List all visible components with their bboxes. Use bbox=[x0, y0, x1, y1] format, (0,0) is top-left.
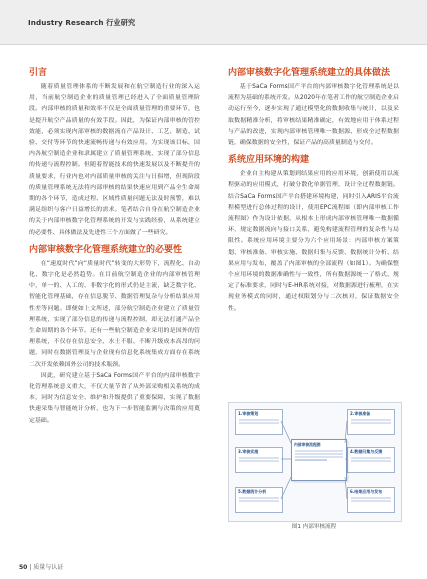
environment-heading: 系统应用环境的构建 bbox=[228, 155, 310, 166]
figure-caption: 图1 内部审核流程 bbox=[291, 524, 337, 530]
left-column bbox=[29, 68, 200, 427]
figure-node: 5.数据统计分析 bbox=[235, 487, 283, 513]
environment-paragraph: 企业自主构建从策划到结果应用的应用环境，创新使用以流程驱动的应用模式，打破分散化单据管理，设计全过程数据链。结合SaCa Forms国产平台搭建环境构建，同时引入ARIS平台流程模型进行总体过程的设计，使用EPC流程图（即内部审核工作流程图）作为设计依据，从根本上形成内部审核管理唯一数据循环，规定数据流向与接口关系，避免构建流程管理的复杂性与局限性。系统应用环境主要分为六个应用场景：内部审核方案策划、审核准备、审核实施、数据归集与反馈、数据统计分析、结果应用与发布，覆盖了内部审核的全部流程（如图1）。为确保整个应用环境的数据准确性与一致性，所有数据源统一了格式、规定了标准要求，同时与E-HR系统对接，对数据源进行梳理，在实现业务模式的同时，通过权限划分与二次核对，保证数据安全性。 bbox=[228, 171, 399, 312]
approach-paragraph: 基于SaCa Forms国产平台的内部审核数字化管理系统是以流程为基础的系统开发。从2020年在笔者工作的航空制造企业启动运行至今，逐步实现了通过模型化的数据收集与统计，以及采取数据精准分析，将审核结果精准确定，有效地应用于体系过程与产品的改进，实现内部审核管理唯一数据源、形成全过程数据链，确保数据的安全性，保证产品的高质量制造与交付。 bbox=[228, 84, 399, 147]
figure-node: 2.审核准备 bbox=[347, 409, 395, 435]
section-header: Industry Research 行业研究 bbox=[28, 18, 136, 27]
figure-node: 1.审核策划 bbox=[235, 409, 283, 435]
necessity-paragraph-1: 在“速度时代”向“质量时代”转变的大形势下，流程化、自动化、数字化是必然趋势。在目前航空制造企业的内部审核管理中，单一的、人工的、非数字化的形式仍是主流，缺乏数字化、智能化管理基础，存在信息脱节、数据管理复杂与分析结果应用性差等问题。即便如上文所述，部分航空制造企业建立了质量管理系统，实现了部分信息的传递与流程控制，却无法打通产品全生命周期的各个环节。还有一些航空制造企业采用的是国外的管理系统，不仅存在信息安全、水土不服、不断升级成本高昂的问题，同时在数据管理及与企业现有信息化系统集成方面存在系统二次开发依赖国外公司的技术瓶颈。 bbox=[29, 260, 200, 368]
figure-center-document: 内部审核流程图 bbox=[291, 439, 347, 481]
process-figure bbox=[228, 402, 402, 522]
intro-paragraph: 随着质量管理体系的不断发展和在航空制造行业的深入运用，当前航空制造企业的质量管理已经进入了全面质量管理阶段。内部审核的质量和效率不仅是全面质量管理的重要环节，也是提升航空产品质量的有效手段。因此，为保证内部审核的管控效能，必须实现内部审核的数据流在产品设计、工艺、制造、试验、交付等环节的快速流畅传递与有效应用。为实现该目标，国内各航空制造企业和隶属建立了质量管理系统，实现了部分信息的传递与流程控制。但随着智能技术的快速发展以及不断提升的质量要求，行业内也对内部质量审核的关注与日俱增，但现阶段的质量管理系统无法将内部审核的结果快速应用到产品全生命周期的各个环节，造成过程、区域性质量问题无法及时预警，难以满足组织与客户日益增长的需求。笔者结合自身在航空制造企业的关于内部审核数字化管理系统的开发与实践经验，从系统建立的必要性、具体做法及先进性三个方面做了一些研究。 bbox=[29, 84, 200, 236]
approach-heading: 内部审核数字化管理系统建立的具体做法 bbox=[228, 68, 391, 78]
necessity-paragraph-2: 因此，研究建立基于SaCa Forms国产平台的内部审核数字化管理系统意义重大，不仅大量节省了从外部采购相关系统的成本，同时为信息安全、维护和升级提供了重要保障，实现了数据快速采集与智能统计分析，也为下一步智能监测与决策的应用奠定基础。 bbox=[29, 372, 200, 424]
publication-name: | 质量与认证 bbox=[29, 564, 64, 571]
intro-heading: 引言 bbox=[29, 68, 48, 78]
page-footer bbox=[19, 562, 63, 571]
right-column bbox=[228, 68, 399, 315]
page-number: 50 bbox=[19, 564, 28, 571]
header-bar bbox=[0, 0, 427, 45]
necessity-heading: 内部审核数字化管理系统建立的必要性 bbox=[29, 244, 183, 255]
figure-node: 3.审核实施 bbox=[235, 447, 283, 473]
figure-node: 4.数据归集与反馈 bbox=[347, 447, 395, 473]
figure-node: 6.结果应用与发布 bbox=[347, 487, 395, 513]
